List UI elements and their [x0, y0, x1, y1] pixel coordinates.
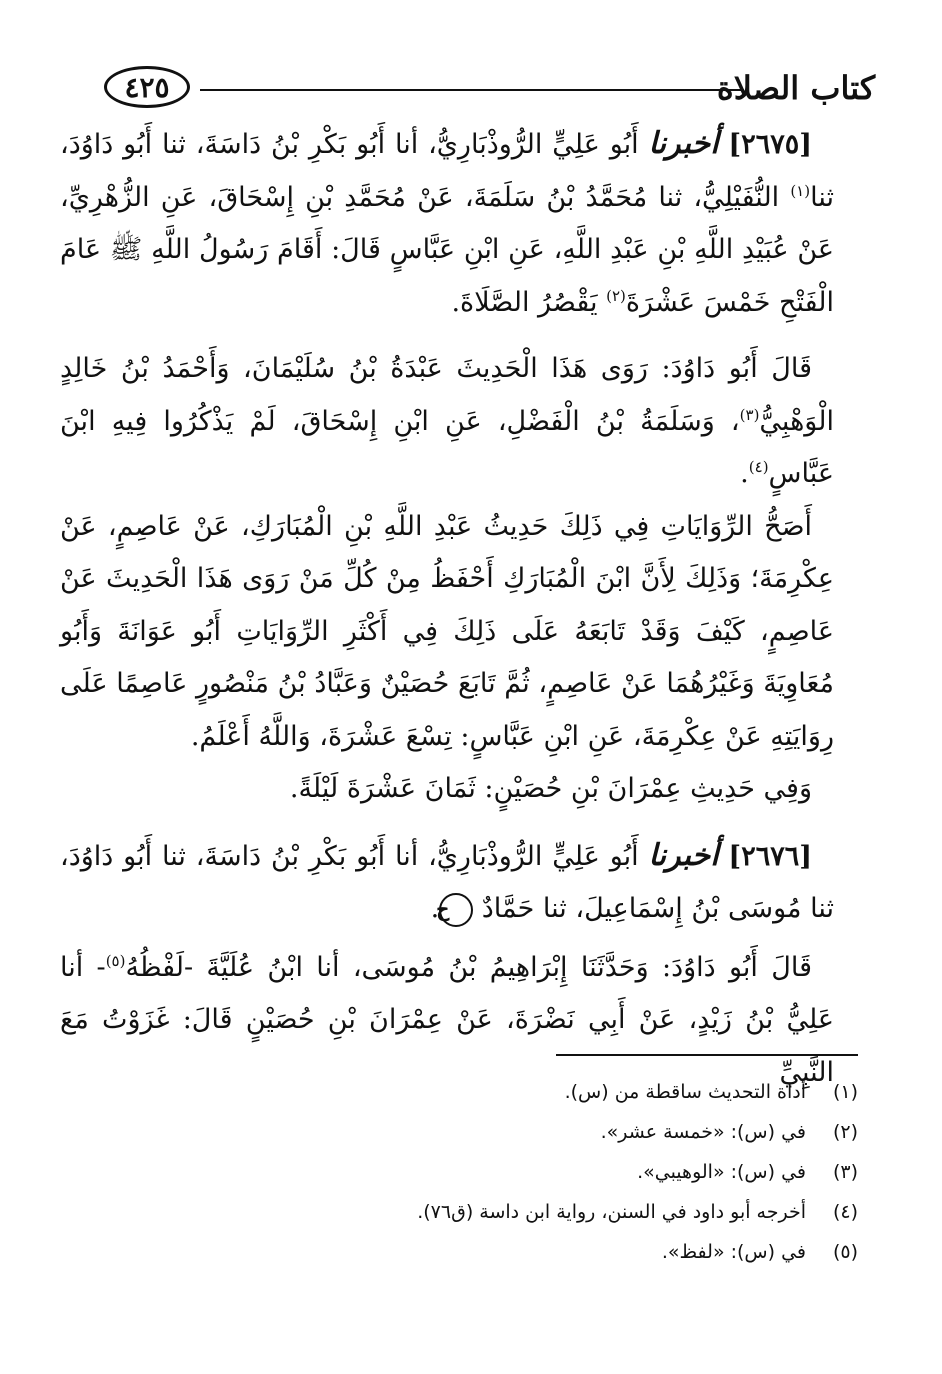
chain-text-cont: - أنا عَلِيُّ بْنُ زَيْدٍ، عَنْ أَبِي نَضْرَةَ، عَنْ عِمْرَانَ بْنِ حُصَيْنٍ قَالَ: غَزَوْتُ مَعَ النَّبِيِّ — [60, 951, 834, 1088]
footnote-text: أخرجه أبو داود في السنن، رواية ابن داسة (ق٧٦). — [417, 1201, 806, 1223]
isnad-end: . — [430, 893, 440, 924]
akhbarana-keyword: أخبرنا — [648, 837, 719, 873]
footnote-text: في (س): «لفظ». — [661, 1241, 806, 1263]
footnotes — [360, 1072, 858, 1272]
footnote-marker-4: (٤) — [748, 458, 769, 476]
footnote-number: (٥) — [832, 1241, 858, 1263]
footnote-number: (٤) — [832, 1201, 858, 1223]
tahwil-symbol: ح — [439, 893, 473, 927]
footnote-marker-3: (٣) — [739, 405, 760, 424]
isnad-text: أَبُو عَلِيٍّ الرُّوذْبَارِيُّ، أنا أَبُو بَكْرِ بْنُ دَاسَةَ، ثنا أَبُو دَاوُدَ، ثنا مُوسَى بْنُ إِسْمَاعِيلَ، ثنا حَمَّادٌ — [60, 840, 834, 924]
matn-text-end: يَقْصُرُ الصَّلَاةَ. — [451, 286, 598, 318]
comment-text: قَالَ أَبُو دَاوُدَ: رَوَى هَذَا الْحَدِيثَ عَبْدَةُ بْنُ سُلَيْمَانَ، وَأَحْمَدُ بْنُ خَالِدٍ الْوَهْبِيُّ — [60, 353, 834, 437]
header-rule — [200, 89, 744, 91]
hadith-number: [٢٦٧٦] — [728, 840, 812, 872]
footnote-number: (١) — [832, 1081, 858, 1103]
asahh-paragraph: أَصَحُّ الرِّوَايَاتِ فِي ذَلِكَ حَدِيثُ عَبْدِ اللَّهِ بْنِ الْمُبَارَكِ، عَنْ عَاصِمٍ، عَنْ عِكْرِمَةَ؛ وَذَلِكَ لِأَنَّ ابْنَ الْمُبَارَكِ أَحْفَظُ مِنْ كُلِّ مَنْ رَوَى هَذَا الْحَدِيثَ عَنْ عَاصِمٍ، كَيْفَ وَقَدْ تَابَعَهُ عَلَى ذَلِكَ فِي أَكْثَرِ الرِّوَايَاتِ أَبُو عَوَانَةَ وَأَبُو مُعَاوِيَةَ وَغَيْرُهُمَا عَنْ عَاصِمٍ، ثُمَّ تَابَعَ حُصَيْنٌ وَعَبَّادُ بْنُ مَنْصُورٍ عَاصِمًا عَلَى رِوَايَتِهِ عَنْ عِكْرِمَةَ، عَنِ ابْنِ عَبَّاسٍ: تِسْعَ عَشْرَةَ، وَاللَّهُ أَعْلَمُ. — [60, 510, 834, 752]
footnote-text: في (س): «خمسة عشر». — [600, 1121, 806, 1143]
footnote-number: (٣) — [832, 1161, 858, 1183]
main-text — [60, 118, 834, 1099]
running-header — [104, 60, 876, 116]
isnad-text: أَبُو عَلِيٍّ الرُّوذْبَارِيُّ، أنا أَبُو بَكْرِ بْنُ دَاسَةَ، ثنا أَبُو دَاوُدَ، ثنا — [60, 129, 834, 213]
comment-text-cont: ، وَسَلَمَةُ بْنُ الْفَضْلِ، عَنِ ابْنِ إِسْحَاقَ، لَمْ يَذْكُرُوا فِيهِ ابْنَ عَبَّاسٍ — [60, 405, 834, 489]
footnote-marker-2: (٢) — [606, 286, 626, 305]
footnote-4 — [360, 1192, 858, 1232]
hadith-2675 — [60, 118, 834, 329]
footnote-rule — [556, 1054, 858, 1056]
footnote-marker-1: (١) — [790, 181, 811, 200]
footnote-marker-5: (٥) — [105, 951, 126, 970]
chain-text: قَالَ أَبُو دَاوُدَ: وَحَدَّثَنَا إِبْرَاهِيمُ بْنُ مُوسَى، أنا ابْنُ عُلَيَّةَ -لَفْظُهُ — [125, 951, 812, 983]
footnote-2 — [360, 1112, 858, 1152]
hadith-2676 — [60, 830, 834, 936]
akhbarana-keyword: أخبرنا — [648, 126, 719, 161]
footnote-number: (٢) — [832, 1121, 858, 1143]
matn-text: النُّفَيْلِيُّ، ثنا مُحَمَّدُ بْنُ سَلَمَةَ، عَنْ مُحَمَّدِ بْنِ إِسْحَاقَ، عَنِ الزُّهْرِيِّ، عَنْ عُبَيْدِ اللَّهِ بْنِ عَبْدِ اللَّهِ، عَنِ ابْنِ عَبَّاسٍ قَالَ: أَقَامَ رَسُولُ اللَّهِ ﷺ عَامَ الْفَتْحِ خَمْسَ عَشْرَةَ — [60, 181, 834, 318]
hadith-number: [٢٦٧٥] — [728, 129, 812, 160]
imran-paragraph: وَفِي حَدِيثِ عِمْرَانَ بْنِ حُصَيْنٍ: ثَمَانَ عَشْرَةَ لَيْلَةً. — [289, 773, 812, 804]
footnote-5 — [360, 1232, 858, 1272]
abudawud-comment — [60, 343, 834, 501]
footnote-3 — [360, 1152, 858, 1192]
comment-text-end: . — [740, 458, 749, 489]
footnote-1 — [360, 1072, 858, 1112]
footnote-text: في (س): «الوهيبي». — [637, 1161, 806, 1183]
running-title: كتاب الصلاة — [716, 69, 876, 107]
page-number: ٤٢٥ — [104, 66, 190, 108]
footnote-text: أداة التحديث ساقطة من (س). — [564, 1081, 806, 1103]
